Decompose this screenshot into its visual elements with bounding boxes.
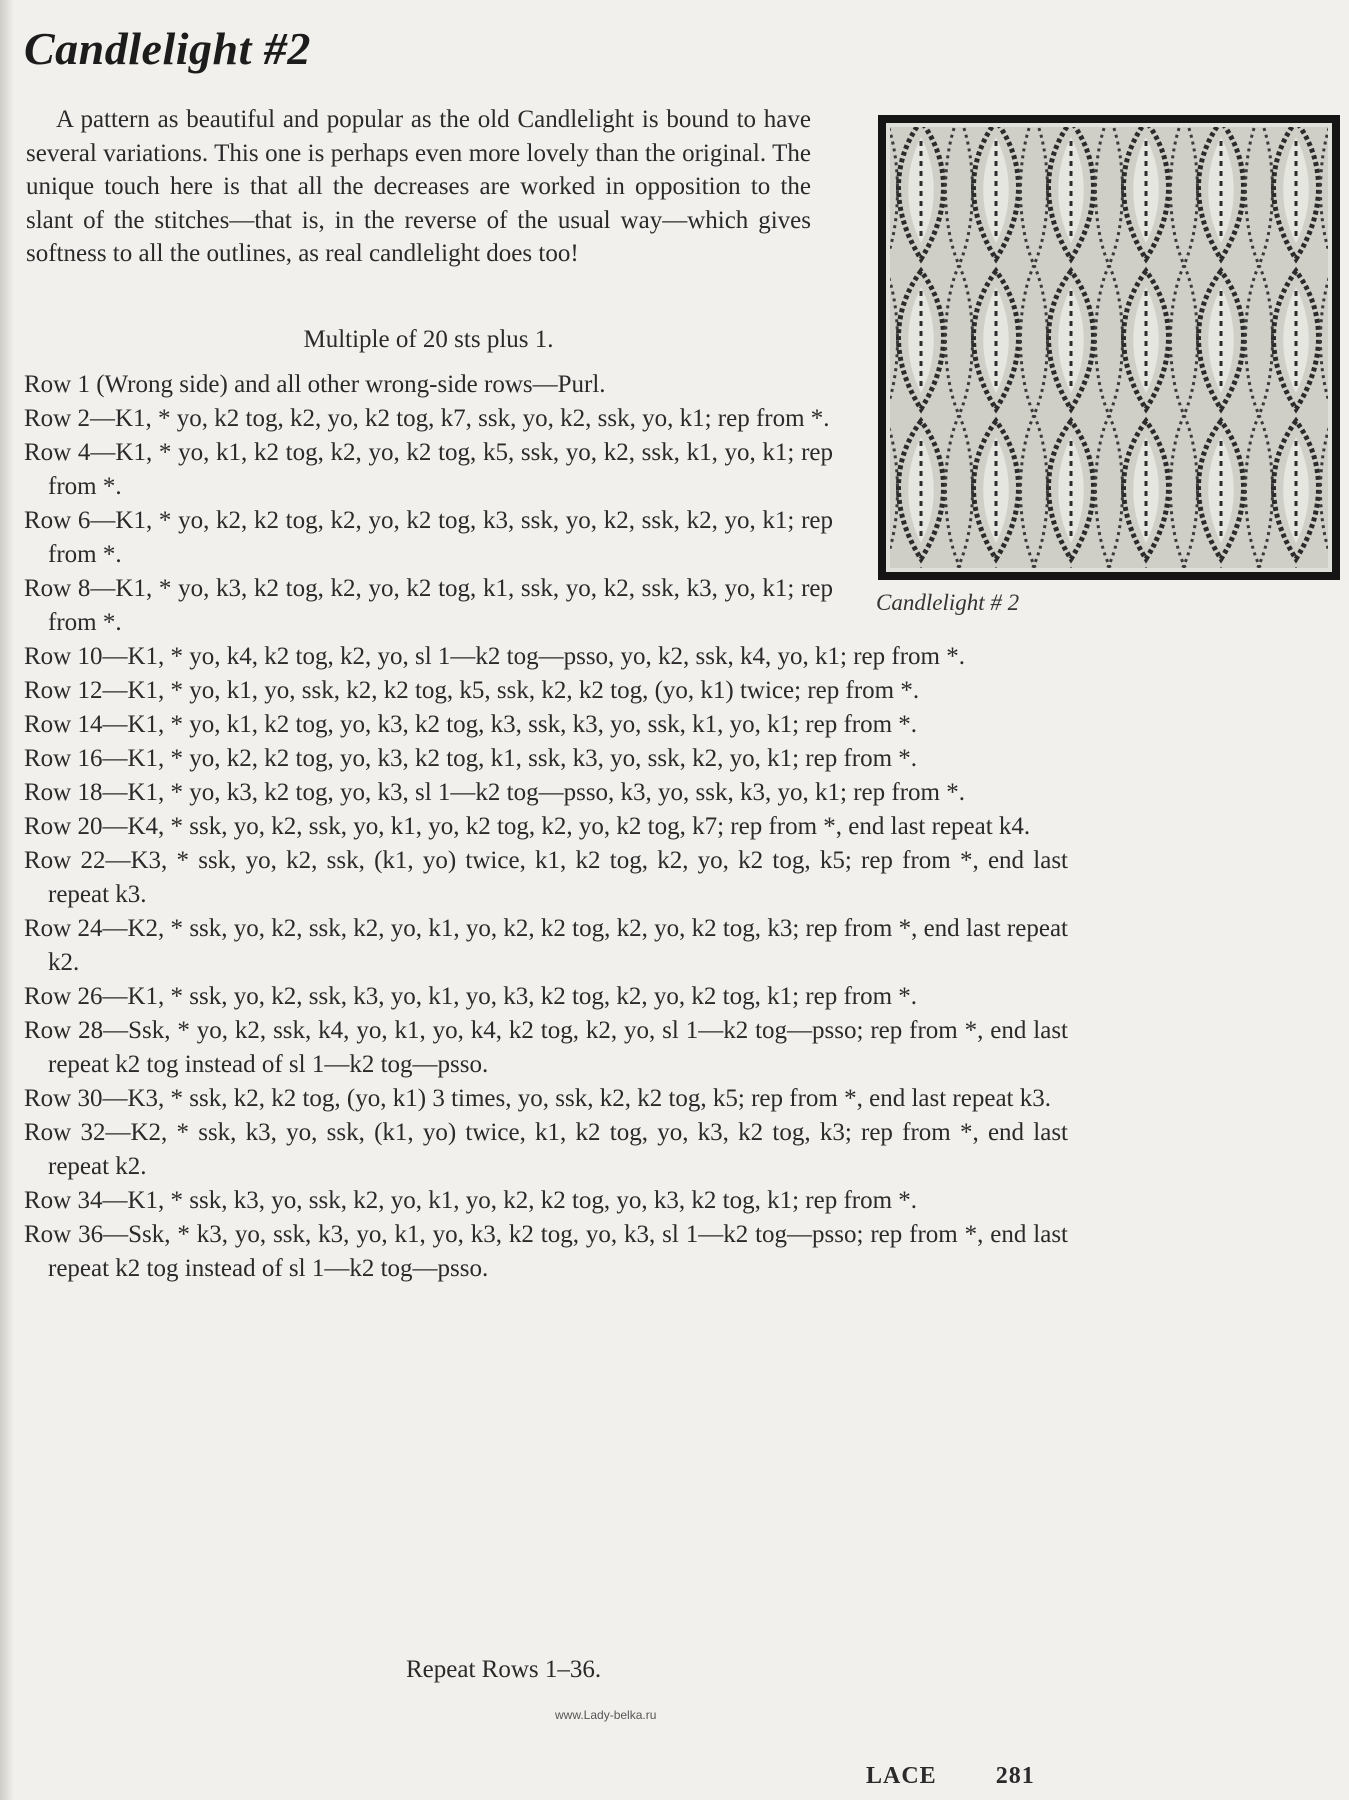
instruction-row: Row 2—K1, * yo, k2 tog, k2, yo, k2 tog, k7, ssk, yo, k2, ssk, yo, k1; rep from *. (24, 405, 830, 432)
watermark-url: www.Lady-belka.ru (555, 1708, 657, 1722)
instruction-row: Row 34—K1, * ssk, k3, yo, ssk, k2, yo, k1, yo, k2, k2 tog, yo, k3, k2 tog, k1; rep from *. (24, 1187, 918, 1214)
photo-caption: Candlelight # 2 (876, 590, 1020, 615)
instruction-row: Row 10—K1, * yo, k4, k2 tog, k2, yo, sl 1—k2 tog—psso, yo, k2, ssk, k4, yo, k1; rep from *. (24, 643, 965, 670)
page-binding-shadow (0, 0, 14, 1800)
instruction-row: Row 6—K1, * yo, k2, k2 tog, k2, yo, k2 tog, k3, ssk, yo, k2, ssk, k2, yo, k1; rep from *. (24, 507, 833, 568)
page-title: Candlelight #2 (24, 23, 311, 74)
stitch-multiple: Multiple of 20 sts plus 1. (303, 326, 554, 353)
page-number: 281 (995, 1763, 1035, 1789)
instruction-row: Row 12—K1, * yo, k1, yo, ssk, k2, k2 tog, k5, ssk, k2, k2 tog, (yo, k1) twice; rep from *. (24, 677, 920, 704)
instruction-row: Row 30—K3, * ssk, k2, k2 tog, (yo, k1) 3 times, yo, ssk, k2, k2 tog, k5; rep from *, end last repeat k3. (24, 1085, 1051, 1112)
page-footer (866, 1763, 1035, 1790)
section-name: LACE (866, 1763, 937, 1789)
instruction-row: Row 16—K1, * yo, k2, k2 tog, yo, k3, k2 tog, k1, ssk, k3, yo, ssk, k2, yo, k1; rep from *. (24, 745, 918, 772)
instruction-row: Row 32—K2, * ssk, k3, yo, ssk, (k1, yo) twice, k1, k2 tog, yo, k3, k2 tog, k3; rep from *, end last repeat k2. (24, 1119, 1068, 1180)
instruction-row: Row 8—K1, * yo, k3, k2 tog, k2, yo, k2 tog, k1, ssk, yo, k2, ssk, k3, yo, k1; rep from *. (24, 575, 833, 636)
instruction-row: Row 4—K1, * yo, k1, k2 tog, k2, yo, k2 tog, k5, ssk, yo, k2, ssk, k1, yo, k1; rep from *. (24, 439, 833, 500)
instruction-row: Row 26—K1, * ssk, yo, k2, ssk, k3, yo, k1, yo, k3, k2 tog, k2, yo, k2 tog, k1; rep from *. (24, 983, 918, 1010)
instruction-row: Row 14—K1, * yo, k1, k2 tog, yo, k3, k2 tog, k3, ssk, k3, yo, ssk, k1, yo, k1; rep from *. (24, 711, 918, 738)
instruction-row: Row 22—K3, * ssk, yo, k2, ssk, (k1, yo) twice, k1, k2 tog, k2, yo, k2 tog, k5; rep from *, end last repeat k3. (24, 847, 1068, 908)
instruction-row: Row 24—K2, * ssk, yo, k2, ssk, k2, yo, k1, yo, k2, k2 tog, k2, yo, k2 tog, k3; rep from *, end last repeat k2. (24, 915, 1068, 976)
instruction-row: Row 1 (Wrong side) and all other wrong-side rows—Purl. (24, 371, 606, 398)
instruction-row: Row 20—K4, * ssk, yo, k2, ssk, yo, k1, yo, k2 tog, k2, yo, k2 tog, k7; rep from *, end last repeat k4. (24, 813, 1031, 840)
instructions (24, 368, 1068, 1286)
instruction-row: Row 36—Ssk, * k3, yo, ssk, k3, yo, k1, yo, k3, k2 tog, yo, k3, sl 1—k2 tog—psso; rep from *, end last repeat k2 tog instead of sl 1—k2 tog—psso. (24, 1221, 1068, 1282)
intro-paragraph: A pattern as beautiful and popular as the old Candlelight is bound to have several variations. This one is perhaps even more lovely than the original. The unique touch here is that all the decreases are worked in opposition to the slant of the stitches—that is, in the reverse of the usual way—which gives softness to all the outlines, as real candlelight does too! (26, 106, 811, 267)
instruction-row: Row 18—K1, * yo, k3, k2 tog, yo, k3, sl 1—k2 tog—psso, k3, yo, ssk, k3, yo, k1; rep from *. (24, 779, 965, 806)
repeat-note: Repeat Rows 1–36. (406, 1656, 602, 1683)
instruction-row: Row 28—Ssk, * yo, k2, ssk, k4, yo, k1, yo, k4, k2 tog, k2, yo, sl 1—k2 tog—psso; rep from *, end last repeat k2 tog instead of sl 1—k2 tog—psso. (24, 1017, 1068, 1078)
